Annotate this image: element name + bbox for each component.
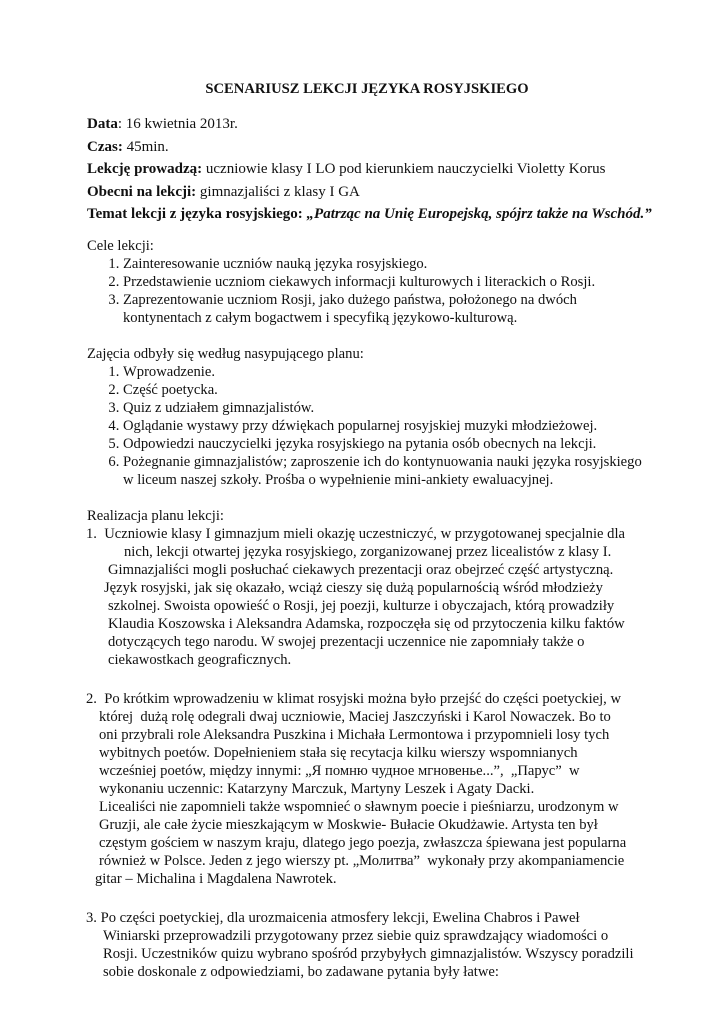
goal-item: 1. Zainteresowanie uczniów nauką języka rosyjskiego. xyxy=(123,255,647,273)
meta-sep: : xyxy=(117,116,126,132)
realization-line: dotyczących tego narodu. W swojej prezentacji uczennice nie zapomniały także o xyxy=(108,634,585,650)
plan-item: 2. Część poetycka. xyxy=(123,381,647,399)
realization-number: 3. xyxy=(86,910,97,926)
plan-list xyxy=(87,363,647,489)
realization-line xyxy=(86,909,647,927)
realization-line: której dużą rolę odegrali dwaj uczniowie, Maciej Jaszczyński i Karol Nowaczek. Bo to xyxy=(99,709,611,725)
realization-item-2 xyxy=(86,690,647,888)
realization-line: gitar – Michalina i Magdalena Nawrotek. xyxy=(95,871,337,887)
realization-line: również w Polsce. Jeden z jego wierszy pt. „Молитва” wykonały przy akompaniamencie xyxy=(99,853,625,869)
goals-heading: Cele lekcji: xyxy=(87,238,154,254)
meta-teachers-value: uczniowie klasy I LO pod kierunkiem nauczycielki Violetty Korus xyxy=(205,161,606,177)
plan-item: 3. Quiz z udziałem gimnazjalistów. xyxy=(123,399,647,417)
plan-item: 4. Oglądanie wystawy przy dźwiękach popularnej rosyjskiej muzyki młodzieżowej. xyxy=(123,417,647,435)
realization-line xyxy=(86,525,647,543)
realization-section xyxy=(87,507,647,981)
plan-item: 5. Odpowiedzi nauczycielki języka rosyjskiego na pytania osób obecnych na lekcji. xyxy=(123,435,647,453)
plan-item: 6. Pożegnanie gimnazjalistów; zaproszenie ich do kontynuowania nauki języka rosyjskiego w liceum naszej szkoły. Prośba o wypełnienie mini-ankiety ewaluacyjnej. xyxy=(123,453,647,489)
document-title: SCENARIUSZ LEKCJI JĘZYKA ROSYJSKIEGO xyxy=(205,81,529,97)
realization-line: oni przybrali role Aleksandra Puszkina i Michała Lermontowa i przypomnieli losy tych xyxy=(99,727,610,743)
plan-heading: Zajęcia odbyły się według nasypującego planu: xyxy=(87,346,364,362)
meta-date-label: Data xyxy=(87,116,118,132)
meta-date xyxy=(87,114,647,134)
meta-topic xyxy=(87,204,652,224)
goal-item: 3. Zaprezentowanie uczniom Rosji, jako dużego państwa, położonego na dwóch kontynentach z całym bogactwem i specyfiką językowo-kulturową. xyxy=(123,291,647,327)
meta-teachers-label: Lekcję prowadzą: xyxy=(87,161,203,177)
realization-line: Język rosyjski, jak się okazało, wciąż cieszy się dużą popularnością wśród młodzieży xyxy=(104,580,603,596)
realization-text: Po krótkim wprowadzeniu w klimat rosyjski można było przejść do części poetyckiej, w xyxy=(96,691,621,707)
realization-line: częstym gościem w naszym kraju, dlatego jego poezja, zwłaszcza śpiewana jest popularna xyxy=(99,835,627,851)
realization-line: szkolnej. Swoista opowieść o Rosji, jej poezji, kulturze i obyczajach, którą prowadziły xyxy=(108,598,615,614)
plan-item: 1. Wprowadzenie. xyxy=(123,363,647,381)
realization-line: nich, lekcji otwartej języka rosyjskiego, zorganizowanej przez licealistów z klasy I. xyxy=(124,544,612,560)
realization-line: sobie doskonale z odpowiedziami, bo zadawane pytania były łatwe: xyxy=(103,964,499,980)
realization-line: Winiarski przeprowadzili przygotowany przez siebie quiz sprawdzający wiadomości o xyxy=(103,928,609,944)
realization-line: wybitnych poetów. Dopełnieniem stała się recytacja kilku wierszy wspomnianych xyxy=(99,745,578,761)
meta-attendees-value: gimnazjaliści z klasy I GA xyxy=(199,183,360,200)
realization-item-1 xyxy=(86,525,647,669)
realization-number: 2. xyxy=(86,691,97,707)
meta-teachers xyxy=(87,159,647,179)
plan-section xyxy=(87,345,647,489)
realization-line: Licealiści nie zapomnieli także wspomnieć o sławnym poecie i pieśniarzu, urodzonym w xyxy=(99,799,619,815)
spacer xyxy=(87,888,647,909)
realization-line: Gruzji, ale całe życie mieszkającym w Moskwie- Bułacie Okudżawie. Artysta ten był xyxy=(99,817,598,833)
realization-item-3 xyxy=(86,909,647,981)
realization-line: Gimnazjaliści mogli posłuchać ciekawych prezentacji oraz obejrzeć część artystyczną. xyxy=(108,562,614,578)
goal-item: 2. Przedstawienie uczniom ciekawych informacji kulturowych i literackich o Rosji. xyxy=(123,273,647,291)
meta-attendees xyxy=(87,182,647,202)
realization-text: Po części poetyckiej, dla urozmaicenia atmosfery lekcji, Ewelina Chabros i Paweł xyxy=(96,910,580,926)
realization-heading: Realizacja planu lekcji: xyxy=(87,508,224,524)
goals-list xyxy=(87,255,647,327)
meta-date-value: 16 kwietnia 2013r. xyxy=(125,116,238,132)
meta-duration-value: 45min. xyxy=(126,138,169,155)
realization-line xyxy=(86,690,647,708)
realization-line: Rosji. Uczestników quizu wybrano spośród przybyłych gimnazjalistów. Wszyscy poradzili xyxy=(103,946,634,962)
meta-section xyxy=(87,114,652,224)
document-page xyxy=(86,80,652,981)
meta-duration xyxy=(87,137,647,157)
meta-duration-label: Czas: xyxy=(87,138,123,155)
realization-line: wcześniej poetów, między innymi: „Я помню чудное мгновенье...”, „Парус” w xyxy=(99,763,580,779)
realization-line: Klaudia Koszowska i Aleksandra Adamska, rozpoczęła się od przytoczenia kilku faktów xyxy=(108,616,625,632)
meta-topic-label: Temat lekcji z języka rosyjskiego: xyxy=(87,206,303,222)
meta-attendees-label: Obecni na lekcji: xyxy=(87,183,197,200)
meta-topic-value: „Patrząc na Unię Europejską, spójrz także na Wschód.” xyxy=(306,206,652,222)
goals-section xyxy=(87,237,647,327)
realization-number: 1. xyxy=(86,526,97,542)
realization-text: Uczniowie klasy I gimnazjum mieli okazję uczestniczyć, w przygotowanej specjalnie dla xyxy=(96,526,625,542)
realization-line: ciekawostkach geograficznych. xyxy=(108,652,292,668)
realization-line: wykonaniu uczennic: Katarzyny Marczuk, Martyny Leszek i Agaty Dacki. xyxy=(99,781,535,797)
spacer xyxy=(87,669,647,690)
